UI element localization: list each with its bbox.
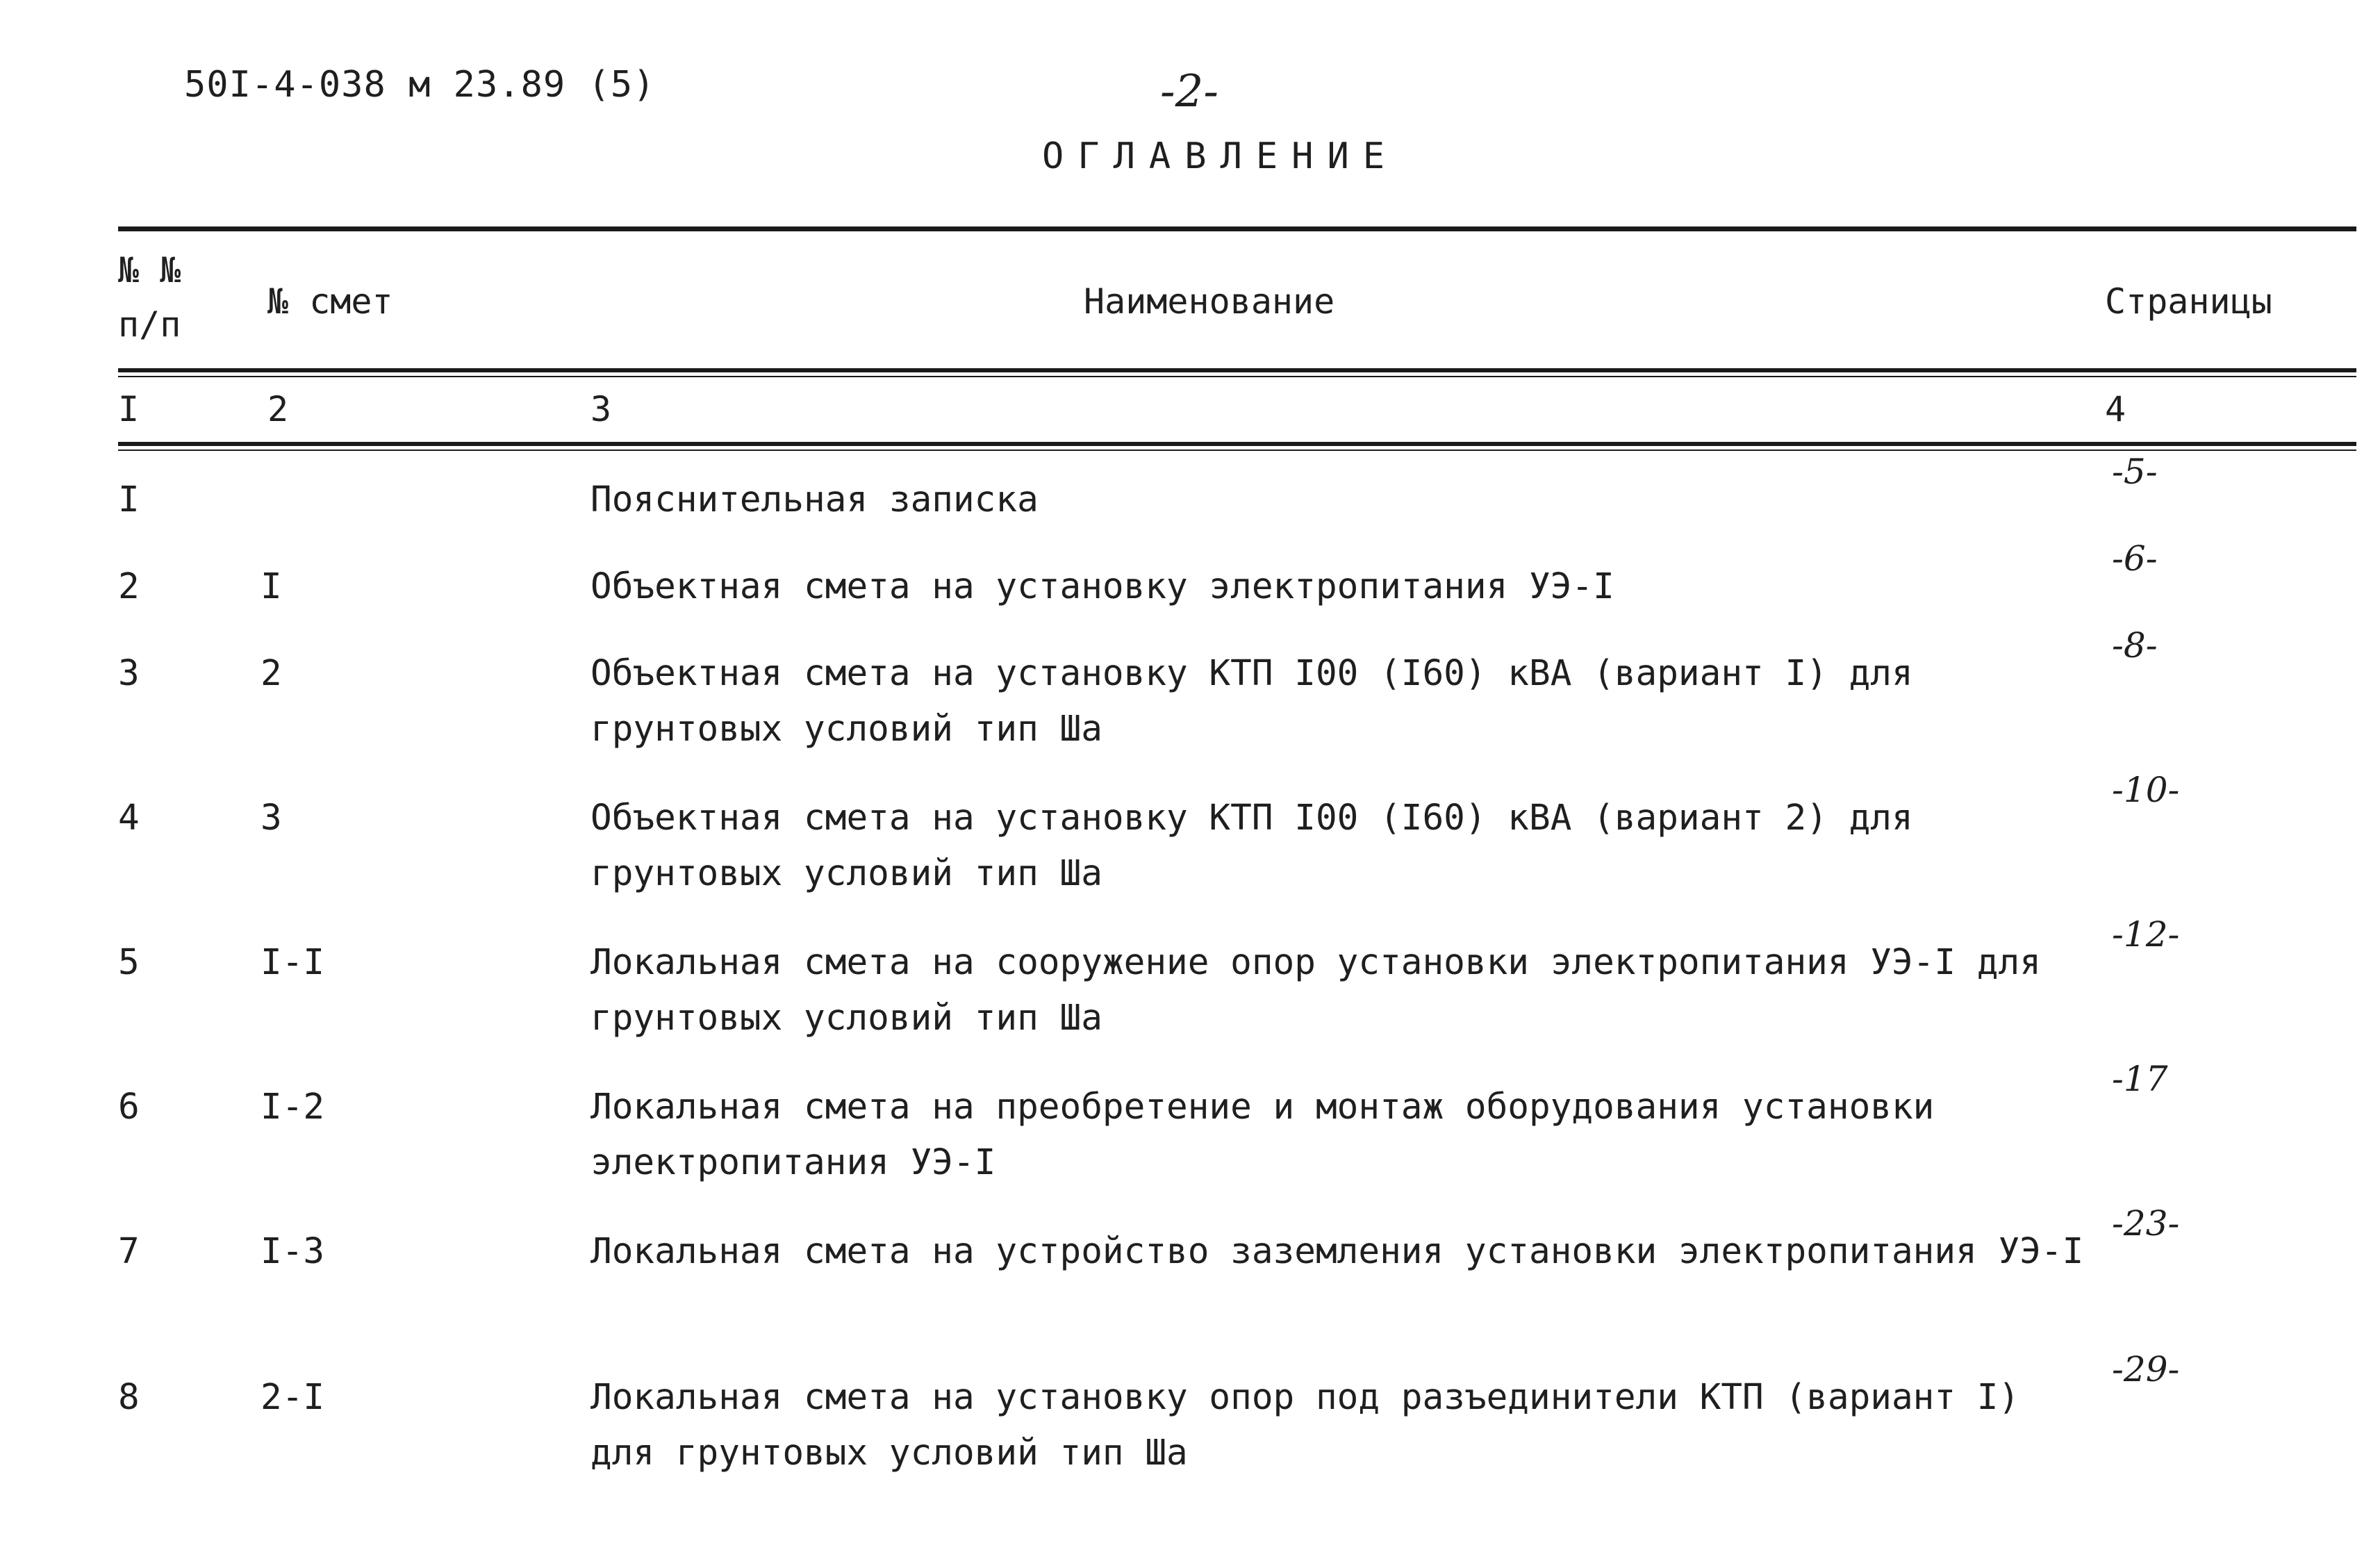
column-number-3: 3 xyxy=(590,389,612,429)
row-page: -17 xyxy=(2112,1059,2168,1099)
row-name: Локальная смета на устройство заземления установки электропитания УЭ-I xyxy=(590,1231,2084,1272)
row-number: 5 xyxy=(118,942,140,983)
row-smet: 2 xyxy=(261,653,282,694)
header-bottom-rule xyxy=(118,368,2356,372)
row-name: Объектная смета на установку КТП I00 (I60) кВА (вариант 2) для грунтовых условий тип Шa xyxy=(590,798,1913,894)
row-number: 8 xyxy=(118,1377,140,1418)
row-smet: 3 xyxy=(261,798,282,839)
column-number-rule xyxy=(118,442,2356,446)
row-name: Пояснительная записка xyxy=(590,479,1039,520)
page-number: -2- xyxy=(1160,66,1218,117)
row-smet: 2-I xyxy=(261,1377,325,1418)
row-number: 4 xyxy=(118,798,140,839)
row-smet: I-2 xyxy=(261,1087,325,1128)
row-number: 6 xyxy=(118,1087,140,1128)
row-name: Локальная смета на преобретение и монтаж оборудования установки электропитания УЭ-I xyxy=(590,1087,1935,1183)
header-pages: Страницы xyxy=(2105,281,2272,322)
header-bottom-rule-thin xyxy=(118,376,2356,377)
column-number-2: 2 xyxy=(267,389,289,429)
row-page: -29- xyxy=(2112,1349,2180,1389)
row-number: 3 xyxy=(118,653,140,694)
row-page: -6- xyxy=(2112,538,2158,579)
row-page: -10- xyxy=(2112,770,2180,810)
row-name: Объектная смета на установку электропитания УЭ-I xyxy=(590,566,1614,607)
row-number: I xyxy=(118,479,140,520)
column-number-4: 4 xyxy=(2105,389,2126,429)
row-smet: I xyxy=(261,566,282,607)
header-name: Наименование xyxy=(1084,281,1335,322)
row-smet: I-I xyxy=(261,942,325,983)
row-page: -8- xyxy=(2112,625,2158,666)
row-name: Локальная смета на установку опор под разъединители КТП (вариант I) для грунтовых условий тип Шa xyxy=(590,1377,2020,1474)
header-smet: № смет xyxy=(267,281,393,322)
row-page: -23- xyxy=(2112,1203,2180,1244)
row-name: Локальная смета на сооружение опор установки электропитания УЭ-I для грунтовых условий тип Шa xyxy=(590,942,2041,1039)
row-smet: I-3 xyxy=(261,1231,325,1272)
header-num-line2: п/п xyxy=(118,304,181,345)
table-top-rule xyxy=(118,226,2356,231)
header-num-line1: № № xyxy=(118,250,181,290)
row-name: Объектная смета на установку КТП I00 (I60) кВА (вариант I) для грунтовых условий тип Шa xyxy=(590,653,1913,750)
row-page: -5- xyxy=(2112,452,2158,492)
column-number-rule-thin xyxy=(118,449,2356,451)
document-code: 50I-4-038 м 23.89 (5) xyxy=(184,64,656,106)
page-title: ОГЛАВЛЕНИЕ xyxy=(1042,135,1399,177)
row-number: 7 xyxy=(118,1231,140,1272)
row-number: 2 xyxy=(118,566,140,607)
row-page: -12- xyxy=(2112,914,2180,955)
column-number-1: I xyxy=(118,389,140,429)
